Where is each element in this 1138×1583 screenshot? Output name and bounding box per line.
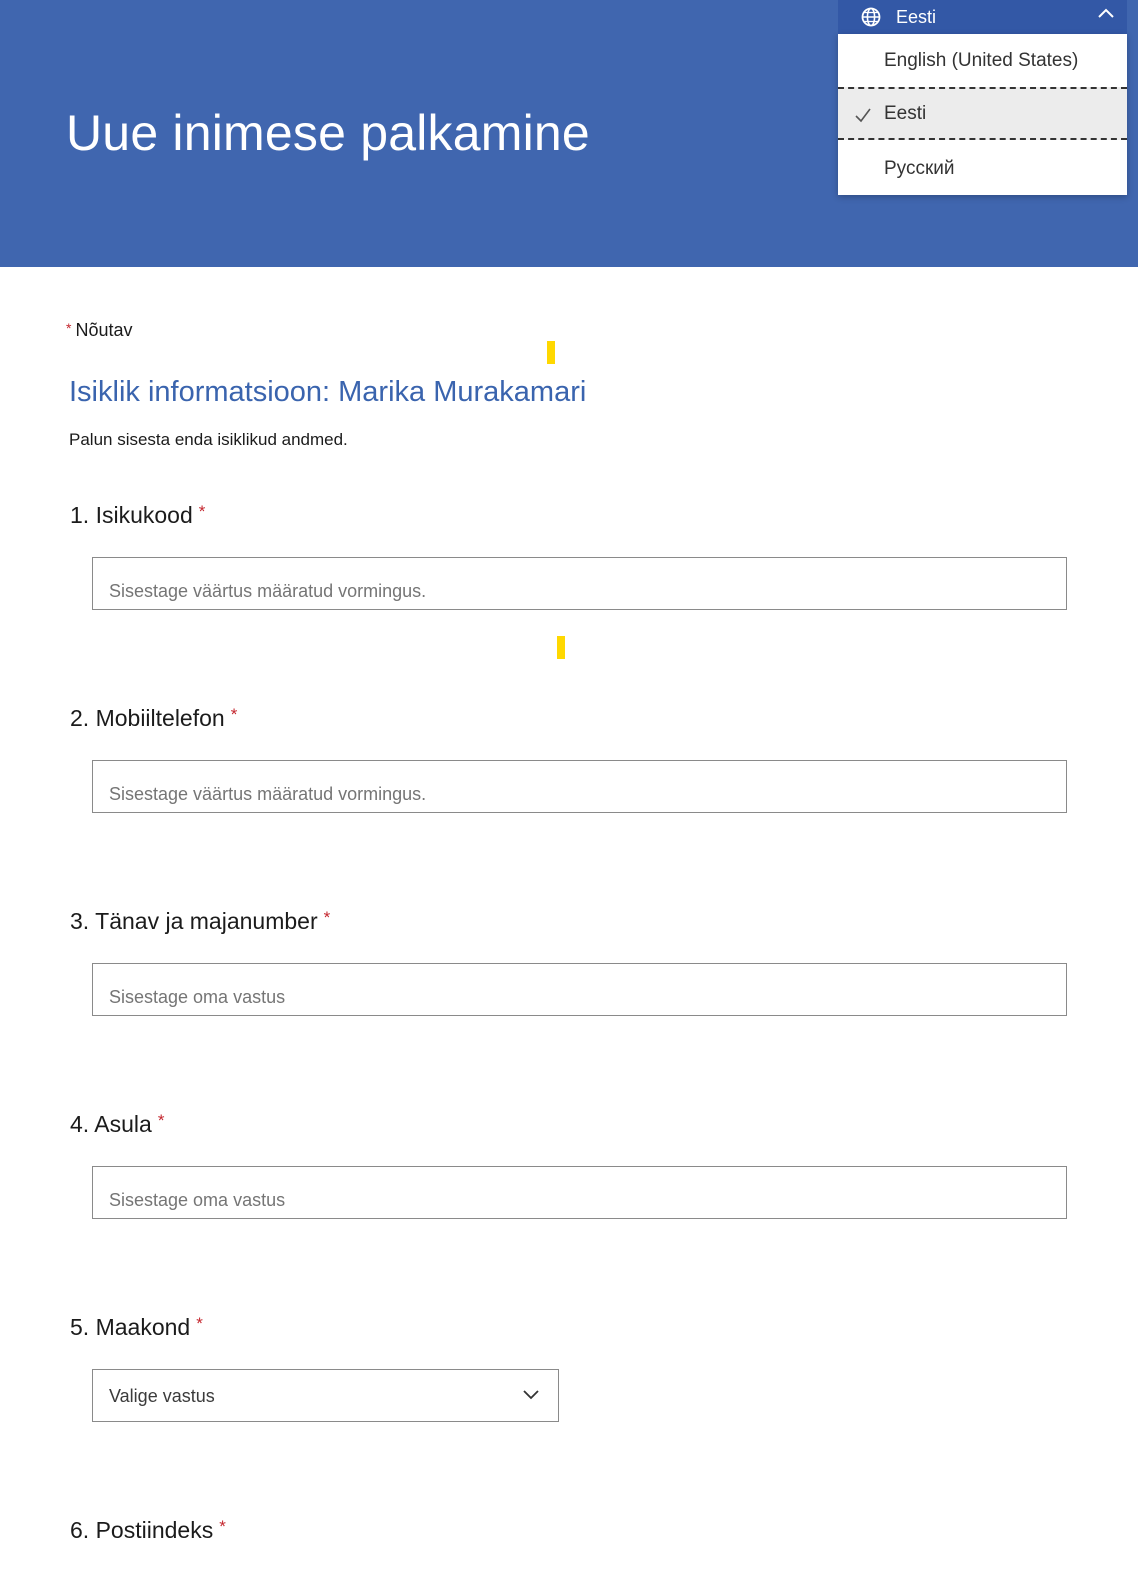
current-language: Eesti: [896, 7, 937, 27]
question-3-label: [70, 908, 330, 935]
checkmark-icon: [854, 107, 872, 123]
section-description: Palun sisesta enda isiklikud andmed.: [69, 430, 348, 449]
language-menu: [838, 34, 1127, 195]
chevron-down-icon: [522, 1387, 540, 1401]
question-2-label: [70, 705, 237, 732]
required-star: *: [198, 502, 206, 521]
question-text: 4. Asula: [70, 1111, 152, 1137]
language-option-eesti[interactable]: [838, 87, 1127, 140]
required-star: *: [219, 1517, 226, 1536]
select-placeholder: Valige vastus: [109, 1386, 215, 1406]
language-option-label: English (United States): [884, 50, 1079, 71]
question-text: 3. Tänav ja majanumber: [70, 908, 318, 934]
tanav-input[interactable]: [92, 963, 1067, 1016]
required-star: *: [196, 1314, 203, 1333]
required-star: *: [157, 1111, 165, 1130]
form-title: Uue inimese palkamine: [66, 105, 590, 161]
question-5-label: [70, 1314, 203, 1341]
question-text: 6. Postiindeks: [70, 1517, 214, 1543]
required-star: *: [66, 320, 72, 336]
question-text: 2. Mobiiltelefon: [70, 705, 225, 731]
section-title: Isiklik informatsioon: Marika Murakamari: [69, 376, 587, 408]
highlight-marker: [547, 341, 555, 364]
required-note-text: Nõutav: [75, 320, 133, 340]
highlight-marker: [557, 636, 565, 659]
mobiiltelefon-input[interactable]: [92, 760, 1067, 813]
question-6-label: [70, 1517, 226, 1544]
question-1-label: [70, 502, 205, 529]
language-option-label: Русский: [884, 158, 955, 179]
question-4-label: [70, 1111, 164, 1138]
question-text: 1. Isikukood: [70, 502, 193, 528]
language-option-english[interactable]: [838, 34, 1127, 87]
required-star: *: [230, 705, 238, 724]
required-star: *: [323, 908, 331, 927]
isikukood-input[interactable]: [92, 557, 1067, 610]
maakond-select[interactable]: [92, 1369, 559, 1422]
language-option-russian[interactable]: [838, 142, 1127, 195]
language-selector[interactable]: [838, 0, 1127, 34]
asula-input[interactable]: [92, 1166, 1067, 1219]
chevron-up-icon: [1097, 6, 1115, 20]
globe-icon: [860, 6, 882, 28]
language-option-label: Eesti: [884, 103, 927, 124]
required-note: [66, 320, 133, 341]
question-text: 5. Maakond: [70, 1314, 191, 1340]
